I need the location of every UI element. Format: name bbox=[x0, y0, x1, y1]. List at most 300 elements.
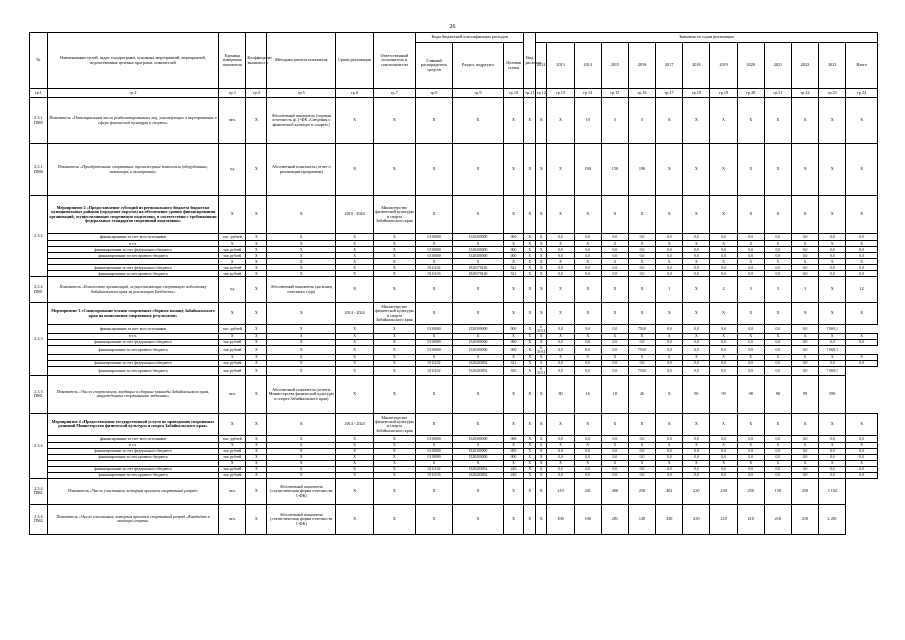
code: X bbox=[415, 98, 453, 144]
table-cell: X bbox=[819, 460, 846, 466]
table-cell: X bbox=[373, 354, 415, 360]
table-cell: X bbox=[267, 333, 336, 339]
table-cell: 0,0 bbox=[819, 271, 846, 277]
term: 2019 - 2024 bbox=[336, 196, 374, 234]
col-num: гр.24 bbox=[846, 89, 878, 98]
table-cell: X bbox=[524, 339, 536, 345]
table-cell: X bbox=[547, 241, 574, 247]
val: 250 bbox=[792, 478, 819, 504]
table-cell: X bbox=[219, 460, 246, 466]
total: 3 102 bbox=[819, 478, 846, 504]
table-cell: 0,0 bbox=[710, 325, 737, 334]
table-cell: X bbox=[535, 333, 547, 339]
val: 750,0 bbox=[628, 325, 655, 334]
table-cell: X bbox=[524, 234, 536, 241]
table-cell: 0,0 bbox=[601, 454, 628, 460]
table-cell: X bbox=[415, 241, 453, 247]
table-cell: X bbox=[764, 354, 791, 360]
table-cell: X bbox=[246, 259, 267, 265]
table-cell: X bbox=[792, 241, 819, 247]
table-cell: 0,0 bbox=[846, 271, 878, 277]
table-cell: X bbox=[415, 259, 453, 265]
table-cell: 0,0 bbox=[710, 466, 737, 472]
table-cell: X bbox=[819, 259, 846, 265]
table-cell: X bbox=[246, 339, 267, 345]
header-codes: Коды бюджетной классификации расходов bbox=[415, 33, 524, 43]
table-cell: 0,0 bbox=[792, 345, 819, 354]
table-cell: 0,0 bbox=[819, 360, 846, 366]
indicator-row bbox=[30, 478, 878, 504]
table-cell: X bbox=[267, 460, 336, 466]
col-num: гр.3 bbox=[219, 89, 246, 98]
vr-code: 000 bbox=[503, 253, 524, 259]
col-num: гр.11 bbox=[524, 89, 536, 98]
table-cell: X bbox=[219, 442, 246, 448]
table-cell: 0,0 bbox=[819, 448, 846, 454]
table-cell: X bbox=[819, 333, 846, 339]
table-cell: 0,0 bbox=[846, 247, 878, 253]
table-cell: X bbox=[267, 345, 336, 354]
table-cell: X bbox=[415, 375, 453, 413]
table-cell: X bbox=[503, 354, 524, 360]
table-cell: X bbox=[656, 413, 683, 435]
table-cell: X bbox=[601, 196, 628, 234]
table-cell: X bbox=[535, 196, 547, 234]
table-cell: 0,0 bbox=[737, 253, 764, 259]
table-cell: X bbox=[373, 277, 415, 303]
header-section: Раздел, подраздел bbox=[453, 43, 503, 89]
measure-name: Мероприятие 3 «Спонсирование членов спортивных сборных команд Забайкальского края на выполнение спортивных результатов» bbox=[47, 303, 218, 325]
table-cell: X bbox=[574, 354, 601, 360]
table-cell: X bbox=[503, 375, 524, 413]
table-cell: X bbox=[710, 413, 737, 435]
table-cell: 0,0 bbox=[737, 234, 764, 241]
table-cell: X bbox=[267, 259, 336, 265]
table-cell: 0,0 bbox=[792, 472, 819, 478]
table-cell: X bbox=[656, 303, 683, 325]
val: X bbox=[535, 144, 547, 196]
val: 80 bbox=[547, 375, 574, 413]
table-cell: 0,0 bbox=[656, 345, 683, 354]
table-cell: 0,0 bbox=[819, 253, 846, 259]
col-num: гр.13 bbox=[547, 89, 574, 98]
table-cell: 0,0 bbox=[764, 325, 791, 334]
table-cell: 0,0 bbox=[601, 472, 628, 478]
table-cell: X bbox=[246, 247, 267, 253]
col-num: гр.20 bbox=[737, 89, 764, 98]
header-year: 2014 bbox=[574, 43, 601, 89]
table-cell: 0,0 bbox=[547, 271, 574, 277]
fin-label: финансирование за счет федерального бюджета bbox=[47, 448, 218, 454]
table-cell: X bbox=[535, 339, 547, 345]
grbs-code: 0110000 bbox=[415, 325, 453, 334]
table-cell: X bbox=[336, 259, 374, 265]
table-cell: 0,0 bbox=[846, 435, 878, 442]
table-cell: X bbox=[524, 460, 536, 466]
fin-label: финансирование за счет всех источников bbox=[47, 435, 218, 442]
table-cell: 0,0 bbox=[710, 448, 737, 454]
val: X bbox=[535, 98, 547, 144]
table-cell: 0,0 bbox=[574, 339, 601, 345]
table-cell: X bbox=[764, 196, 791, 234]
val: 402 bbox=[656, 478, 683, 504]
table-cell: X bbox=[846, 303, 878, 325]
table-cell: X bbox=[710, 442, 737, 448]
table-cell: 0,0 bbox=[710, 345, 737, 354]
table-cell: 0,0 bbox=[547, 325, 574, 334]
table-cell: X bbox=[336, 333, 374, 339]
table-cell: 0111102 bbox=[415, 265, 453, 271]
table-cell: X bbox=[219, 259, 246, 265]
table-cell: X bbox=[267, 442, 336, 448]
col-num: гр.19 bbox=[710, 89, 737, 98]
table-cell: X bbox=[535, 253, 547, 259]
table-cell: 0,0 bbox=[683, 265, 710, 271]
table-cell: X bbox=[246, 325, 267, 334]
table-cell: X bbox=[373, 241, 415, 247]
table-cell: X bbox=[503, 303, 524, 325]
csr-code: 1520203052 bbox=[453, 366, 503, 375]
table-cell: X bbox=[415, 277, 453, 303]
table-cell: X bbox=[415, 478, 453, 504]
table-cell: X bbox=[535, 277, 547, 303]
method: Абсолютный показатель (отчеты Министерства физической культуры и спорта Забайкальского края) bbox=[267, 375, 336, 413]
table-cell: 0,0 bbox=[601, 253, 628, 259]
table-cell: X bbox=[846, 413, 878, 435]
table-cell: 0,0 bbox=[764, 466, 791, 472]
table-cell: X bbox=[373, 345, 415, 354]
fin-label: финансирование за счет краевого бюджета bbox=[47, 253, 218, 259]
table-cell: X bbox=[453, 196, 503, 234]
coef: X bbox=[246, 144, 267, 196]
table-cell: 0,0 bbox=[547, 366, 574, 375]
table-cell: 0,0 bbox=[683, 271, 710, 277]
table-cell: X bbox=[267, 247, 336, 253]
table-cell: 0,0 bbox=[683, 339, 710, 345]
table-cell: X bbox=[737, 259, 764, 265]
col-num: гр.1 bbox=[30, 89, 48, 98]
table-cell: X bbox=[601, 333, 628, 339]
fin-unit: тыс.рублей bbox=[219, 454, 246, 460]
table-cell: 0,0 bbox=[683, 345, 710, 354]
table-cell: 0,0 bbox=[710, 265, 737, 271]
table-cell: X bbox=[336, 241, 374, 247]
table-cell: X bbox=[846, 460, 878, 466]
indicator-name: Показатель «Приобретенные спортивные тренажерные комплексы (оборудование, инвентарь и экипировка)» bbox=[47, 144, 218, 196]
col-num: гр.17 bbox=[656, 89, 683, 98]
header-values: Значения по годам реализации bbox=[535, 33, 877, 43]
header-vr: Вид расходов bbox=[524, 33, 536, 89]
table-cell: 0,0 bbox=[547, 345, 574, 354]
table-cell: 0,0 bbox=[656, 253, 683, 259]
grbs-code: 0110000 bbox=[415, 234, 453, 241]
table-cell: X bbox=[819, 303, 846, 325]
method: Абсолютный показатель (статистическая форма отчетности 1-ФК) bbox=[267, 478, 336, 504]
table-cell: X bbox=[373, 271, 415, 277]
method: Абсолютный показатель (годовая отчетность ф. 1-ФК «Сведения о физической культуре и спорте») bbox=[267, 98, 336, 144]
table-cell: X bbox=[524, 265, 536, 271]
table-cell: X bbox=[453, 259, 503, 265]
table-cell: X bbox=[710, 460, 737, 466]
val: 100 bbox=[547, 504, 574, 534]
table-cell: 0,0 bbox=[628, 339, 655, 345]
total: 7 069,1 bbox=[819, 345, 846, 354]
table-cell: 0,0 bbox=[601, 366, 628, 375]
table-cell: X bbox=[819, 196, 846, 234]
fin-row bbox=[30, 325, 878, 334]
grbs-code: 0110000 bbox=[415, 253, 453, 259]
table-cell: X bbox=[373, 435, 415, 442]
table-cell: X bbox=[336, 504, 374, 534]
table-cell: X bbox=[535, 413, 547, 435]
table-cell: X bbox=[683, 303, 710, 325]
csr-code: 1520300000 bbox=[453, 448, 503, 454]
row-num: 2.3.3 bbox=[30, 303, 48, 376]
total: 12 bbox=[846, 277, 878, 303]
header-year: 2020 bbox=[737, 43, 764, 89]
table-cell: 0,0 bbox=[819, 466, 846, 472]
unit: чел. bbox=[219, 98, 246, 144]
table-cell: X bbox=[819, 354, 846, 360]
col-num: гр.23 bbox=[819, 89, 846, 98]
table-cell: 0,0 bbox=[656, 265, 683, 271]
term: X bbox=[336, 98, 374, 144]
col-num: гр.4 bbox=[246, 89, 267, 98]
table-cell: X bbox=[415, 442, 453, 448]
table-cell: X bbox=[524, 303, 536, 325]
table-cell: X bbox=[535, 504, 547, 534]
table-cell: X bbox=[246, 375, 267, 413]
val: X bbox=[656, 98, 683, 144]
table-cell: X bbox=[628, 277, 655, 303]
table-cell: 2 bbox=[710, 277, 737, 303]
fin-label: финансирование за счет всех источников bbox=[47, 325, 218, 334]
table-cell: 0,0 bbox=[819, 247, 846, 253]
table-cell: X bbox=[336, 375, 374, 413]
resp: Министерство физической культуры и спорта Забайкальского края bbox=[373, 196, 415, 234]
table-cell: 0,0 bbox=[710, 247, 737, 253]
table-cell: 0,0 bbox=[792, 234, 819, 241]
table-cell: 0,0 bbox=[737, 472, 764, 478]
table-cell: 0,0 bbox=[737, 247, 764, 253]
table-cell: 0,0 bbox=[601, 234, 628, 241]
table-cell: X bbox=[246, 345, 267, 354]
table-cell: X bbox=[373, 504, 415, 534]
table-cell: X bbox=[219, 303, 246, 325]
table-cell: X bbox=[628, 460, 655, 466]
indicator-row bbox=[30, 277, 878, 303]
table-cell: X bbox=[453, 478, 503, 504]
val: 210 bbox=[764, 504, 791, 534]
table-cell: X bbox=[601, 259, 628, 265]
table-cell: X bbox=[336, 354, 374, 360]
table-cell: X bbox=[453, 277, 503, 303]
table-cell: 0,0 bbox=[656, 360, 683, 366]
col-num: гр.8 bbox=[415, 89, 453, 98]
code: X bbox=[503, 144, 524, 196]
val: 281 bbox=[601, 504, 628, 534]
table-cell: 0,0 bbox=[819, 339, 846, 345]
header-year: 2015 bbox=[601, 43, 628, 89]
table-cell: X bbox=[219, 354, 246, 360]
table-cell: 0111103 bbox=[415, 472, 453, 478]
table-cell: X bbox=[819, 277, 846, 303]
val: 230 bbox=[710, 478, 737, 504]
table-cell: 0,0 bbox=[792, 339, 819, 345]
table-cell: 0,0 bbox=[710, 472, 737, 478]
val: 230 bbox=[683, 478, 710, 504]
col-num: гр.14 bbox=[574, 89, 601, 98]
table-cell: X bbox=[574, 333, 601, 339]
coef: X bbox=[246, 196, 267, 234]
table-cell: X bbox=[710, 241, 737, 247]
total: X bbox=[846, 98, 878, 144]
table-cell: X bbox=[535, 265, 547, 271]
table-cell: X bbox=[764, 303, 791, 325]
val: 6 319,1 bbox=[536, 325, 546, 333]
fin-unit: тыс.рублей bbox=[219, 271, 246, 277]
table-cell: X bbox=[846, 442, 878, 448]
method: X bbox=[267, 303, 336, 325]
table-cell: 321 bbox=[503, 360, 524, 366]
table-cell: X bbox=[628, 303, 655, 325]
table-cell: X bbox=[601, 442, 628, 448]
table-cell: 0,0 bbox=[601, 247, 628, 253]
val: 99 bbox=[710, 375, 737, 413]
table-cell: X bbox=[574, 259, 601, 265]
table-cell: X bbox=[683, 413, 710, 435]
table-cell: X bbox=[246, 454, 267, 460]
table-cell: X bbox=[246, 234, 267, 241]
table-cell: 0111102 bbox=[415, 366, 453, 375]
table-cell: 0,0 bbox=[737, 454, 764, 460]
table-cell: 0,0 bbox=[547, 253, 574, 259]
table-cell: X bbox=[535, 375, 547, 413]
table-cell: 0,0 bbox=[846, 234, 878, 241]
table-cell: X bbox=[547, 354, 574, 360]
table-cell: X bbox=[246, 466, 267, 472]
header-year: 2013 bbox=[547, 43, 574, 89]
table-cell: X bbox=[535, 271, 547, 277]
table-cell: X bbox=[683, 277, 710, 303]
csr-code: 1520300000 bbox=[453, 454, 503, 460]
table-cell: X bbox=[819, 413, 846, 435]
table-cell: X bbox=[373, 333, 415, 339]
table-cell: X bbox=[246, 253, 267, 259]
table-cell: 0,0 bbox=[628, 454, 655, 460]
table-cell: X bbox=[547, 259, 574, 265]
table-cell: X bbox=[373, 360, 415, 366]
table-cell: X bbox=[246, 241, 267, 247]
table-cell: X bbox=[246, 271, 267, 277]
table-cell: X bbox=[524, 472, 536, 478]
header-unit: Единица измерения показателя bbox=[219, 33, 246, 89]
column-numbers-row bbox=[30, 89, 878, 98]
row-num: 2.3.1 ПМ6 bbox=[30, 144, 48, 196]
table-cell: X bbox=[535, 303, 547, 325]
table-cell: X bbox=[267, 325, 336, 334]
table-cell: 0,0 bbox=[628, 271, 655, 277]
table-cell: X bbox=[710, 333, 737, 339]
table-cell: 0,0 bbox=[792, 271, 819, 277]
table-cell: X bbox=[535, 460, 547, 466]
table-cell: 0,0 bbox=[683, 472, 710, 478]
table-cell: X bbox=[524, 247, 536, 253]
resp: Министерство физической культуры и спорта Забайкальского края bbox=[373, 303, 415, 325]
table-cell: X bbox=[601, 460, 628, 466]
val: 750,0 bbox=[628, 345, 655, 354]
table-cell: 0,0 bbox=[764, 448, 791, 454]
table-cell: X bbox=[792, 413, 819, 435]
col-num: гр.2 bbox=[47, 89, 218, 98]
vr-code: 000 bbox=[503, 345, 524, 354]
table-cell: X bbox=[246, 435, 267, 442]
table-cell: X bbox=[336, 454, 374, 460]
table-cell: 0,0 bbox=[792, 253, 819, 259]
fin-label: в т.ч. bbox=[47, 333, 218, 339]
table-cell: 0,0 bbox=[628, 265, 655, 271]
table-cell: X bbox=[524, 478, 536, 504]
program-table bbox=[29, 32, 878, 535]
table-cell: X bbox=[219, 241, 246, 247]
fin-unit: тыс.рублей bbox=[219, 345, 246, 354]
table-cell: 0,0 bbox=[764, 472, 791, 478]
table-cell: X bbox=[267, 339, 336, 345]
table-cell: 240 bbox=[503, 472, 524, 478]
code: X bbox=[524, 144, 536, 196]
row-num: 2.3.2 bbox=[30, 196, 48, 277]
resp: Министерство физической культуры и спорта Забайкальского края bbox=[373, 413, 415, 435]
table-cell: X bbox=[764, 333, 791, 339]
fin-unit: тыс. рублей bbox=[219, 435, 246, 442]
table-cell: 0,0 bbox=[574, 472, 601, 478]
fin-unit: тыс.рублей bbox=[219, 253, 246, 259]
table-cell: X bbox=[453, 413, 503, 435]
header-method: Методика расчета показателя bbox=[267, 33, 336, 89]
table-cell: X bbox=[601, 241, 628, 247]
val: 400 bbox=[601, 478, 628, 504]
unit: чел. bbox=[219, 504, 246, 534]
measure-name: Мероприятие 4 «Предоставление государственной услуги по проведению спортивных решений Министерства физической культуры и спорта Забайкальского края» bbox=[47, 413, 218, 435]
table-cell: X bbox=[547, 413, 574, 435]
table-cell: X bbox=[246, 504, 267, 534]
table-cell: X bbox=[574, 277, 601, 303]
coef: X bbox=[246, 303, 267, 325]
row-num: 2.3.3 ПМ1 bbox=[30, 375, 48, 413]
table-cell: X bbox=[373, 259, 415, 265]
val: 190 bbox=[628, 144, 655, 196]
table-cell: 0,0 bbox=[574, 247, 601, 253]
table-cell: 0,0 bbox=[792, 448, 819, 454]
val: X bbox=[683, 144, 710, 196]
fin-unit: тыс. рублей bbox=[219, 234, 246, 241]
table-cell: X bbox=[628, 333, 655, 339]
col-num: гр.6 bbox=[336, 89, 374, 98]
fin-label: финансирование за счет всех источников bbox=[47, 234, 218, 241]
table-cell: X bbox=[524, 325, 536, 334]
table-cell: 0,0 bbox=[792, 360, 819, 366]
val: 250 bbox=[628, 478, 655, 504]
val: 90 bbox=[683, 375, 710, 413]
table-cell: X bbox=[453, 375, 503, 413]
table-cell: X bbox=[524, 277, 536, 303]
table-cell: 0,0 bbox=[737, 271, 764, 277]
grbs-code: 0110000 bbox=[415, 339, 453, 345]
val: 10 bbox=[574, 98, 601, 144]
table-cell: 0,0 bbox=[628, 435, 655, 442]
row-num: 2.3.4 ПМ2 bbox=[30, 504, 48, 534]
table-cell: X bbox=[656, 196, 683, 234]
